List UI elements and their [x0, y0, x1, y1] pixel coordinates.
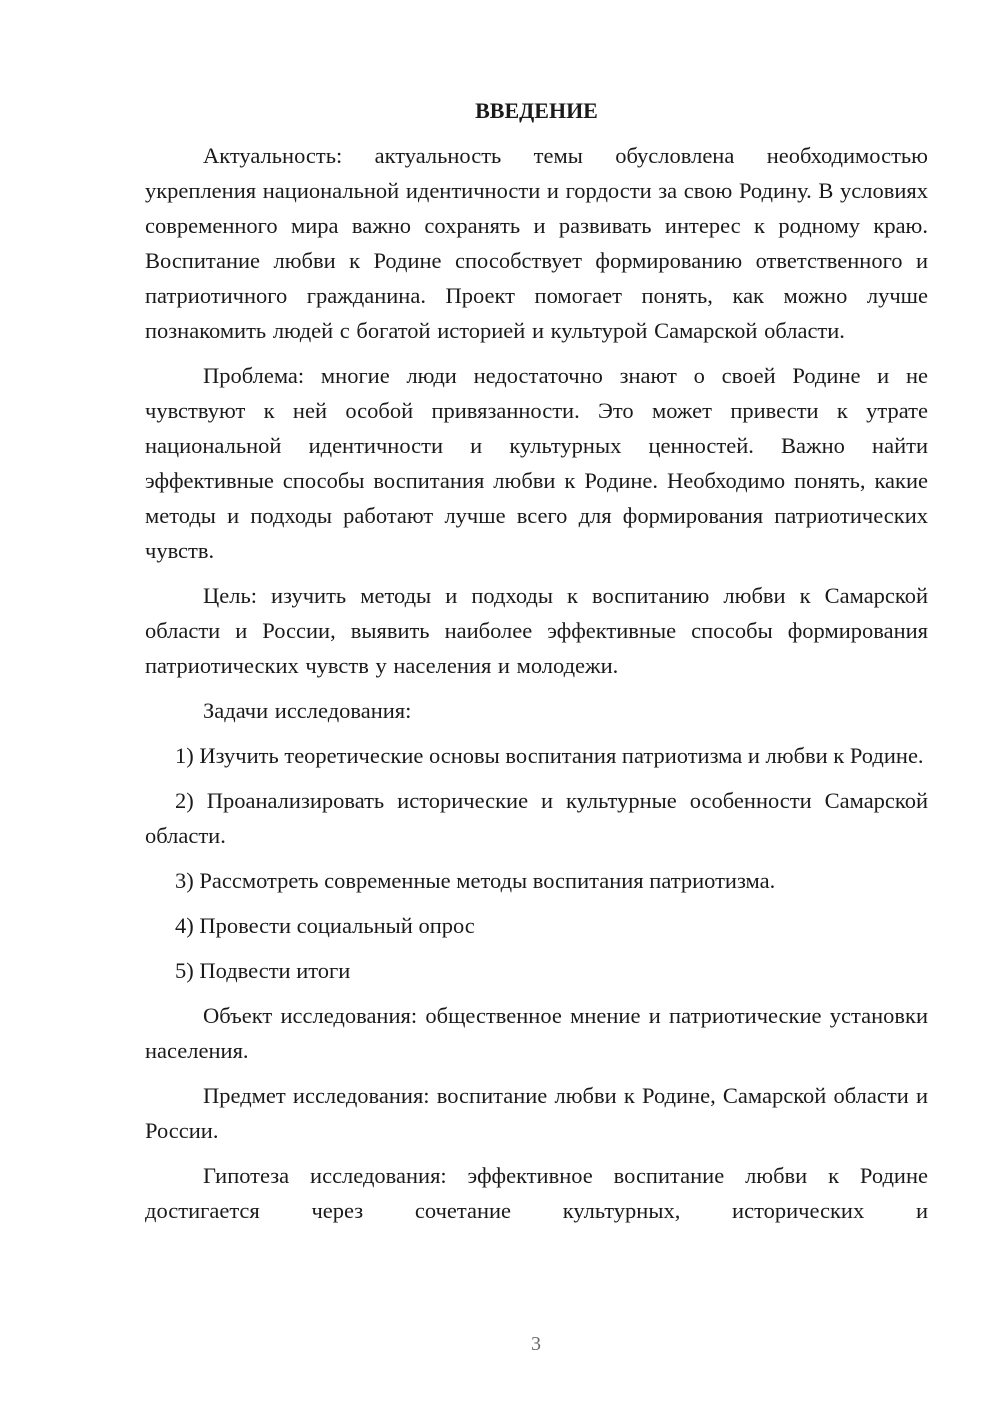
page-content [145, 96, 928, 1238]
page-title: ВВЕДЕНИЕ [475, 98, 598, 123]
tasks-heading: Задачи исследования: [203, 698, 412, 723]
paragraph-object: Объект исследования: общественное мнение и патриотические установки населения. [145, 1003, 928, 1063]
task-item-4: 4) Провести социальный опрос [175, 913, 475, 938]
task-item-2: 2) Проанализировать исторические и культурные особенности Самарской области. [145, 788, 928, 848]
paragraph-hypothesis: Гипотеза исследования: эффективное воспитание любви к Родине достигается через сочетание культурных, исторических и [145, 1163, 928, 1223]
task-item-5: 5) Подвести итоги [175, 958, 351, 983]
task-item-3: 3) Рассмотреть современные методы воспитания патриотизма. [175, 868, 776, 893]
page-number: 3 [531, 1333, 541, 1355]
paragraph-subject: Предмет исследования: воспитание любви к Родине, Самарской области и России. [145, 1083, 928, 1143]
task-item-1: 1) Изучить теоретические основы воспитания патриотизма и любви к Родине. [175, 743, 924, 768]
paragraph-problem: Проблема: многие люди недостаточно знают о своей Родине и не чувствуют к ней особой привязанности. Это может привести к утрате национальной идентичности и культурных ценностей. Важно найти эффективные способы воспитания любви к Родине. Необходимо понять, какие методы и подходы работают лучше всего для формирования патриотических чувств. [145, 363, 928, 563]
paragraph-goal: Цель: изучить методы и подходы к воспитанию любви к Самарской области и России, выявить наиболее эффективные способы формирования патриотических чувств у населения и молодежи. [145, 583, 928, 678]
paragraph-relevance: Актуальность: актуальность темы обусловлена необходимостью укрепления национальной идентичности и гордости за свою Родину. В условиях современного мира важно сохранять и развивать интерес к родному краю. Воспитание любви к Родине способствует формированию ответственного и патриотичного гражданина. Проект помогает понять, как можно лучше познакомить людей с богатой историей и культурой Самарской области. [145, 143, 928, 343]
